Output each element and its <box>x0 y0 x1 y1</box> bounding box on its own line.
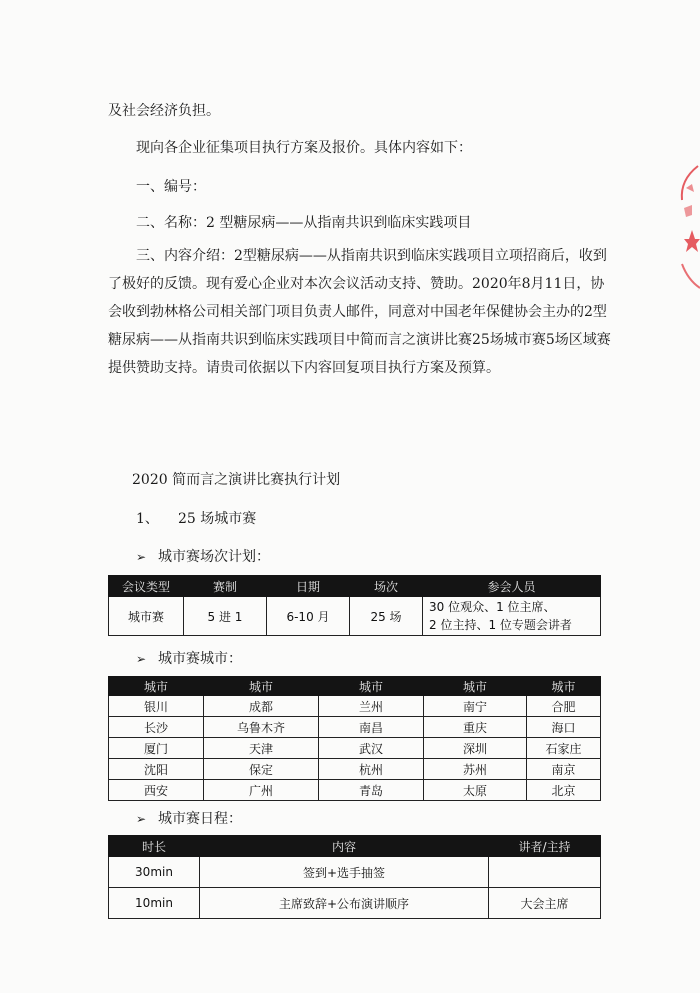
header-cell: 城市 <box>319 677 424 696</box>
bullet-agenda <box>136 808 242 828</box>
bullet-cities <box>136 648 242 668</box>
table-cell: 5 进 1 <box>184 597 267 636</box>
table-cell: 苏州 <box>424 759 527 780</box>
agenda-table <box>108 835 601 919</box>
header-cell: 讲者/主持 <box>489 836 601 857</box>
paragraph-intro: 现向各企业征集项目执行方案及报价。具体内容如下： <box>136 140 472 156</box>
table-cell: 厦门 <box>109 738 204 759</box>
header-cell: 时长 <box>109 836 200 857</box>
header-cell: 日期 <box>267 576 350 597</box>
table-cell: 南京 <box>527 759 601 780</box>
table-cell: 北京 <box>527 780 601 801</box>
table-cell: 西安 <box>109 780 204 801</box>
table-cell: 成都 <box>204 696 319 717</box>
header-cell: 城市 <box>527 677 601 696</box>
item-number: 一、编号： <box>136 179 206 195</box>
paragraph-continuation: 及社会经济负担。 <box>108 103 220 119</box>
table-header-row <box>109 677 601 696</box>
table-cell: 杭州 <box>319 759 424 780</box>
table-cell: 长沙 <box>109 717 204 738</box>
header-cell: 城市 <box>424 677 527 696</box>
arrow-bullet-icon: ➢ <box>136 550 147 564</box>
table-cell: 南昌 <box>319 717 424 738</box>
table-cell: 30min <box>109 857 200 888</box>
table-cell: 深圳 <box>424 738 527 759</box>
attendees-line: 30 位观众、1 位主席、 <box>429 600 556 614</box>
table-cell: 沈阳 <box>109 759 204 780</box>
table-row <box>109 738 601 759</box>
arrow-bullet-icon: ➢ <box>136 652 147 666</box>
attendees-line: 2 位主持、1 位专题会讲者 <box>429 618 572 632</box>
bullet-label: 城市赛场次计划： <box>158 549 270 565</box>
table-row <box>109 857 601 888</box>
bullet-label: 城市赛城市： <box>158 651 242 667</box>
header-cell: 会议类型 <box>109 576 184 597</box>
section-title: 25 场城市赛 <box>178 511 257 527</box>
table-cell: 石家庄 <box>527 738 601 759</box>
header-cell: 赛制 <box>184 576 267 597</box>
item-name: 二、名称：2 型糖尿病——从指南共识到临床实践项目 <box>136 215 472 231</box>
table-cell: 大会主席 <box>489 888 601 919</box>
table-cell: 银川 <box>109 696 204 717</box>
table-row <box>109 717 601 738</box>
table-row <box>109 696 601 717</box>
table-cell: 广州 <box>204 780 319 801</box>
bullet-schedule-plan <box>136 546 270 566</box>
table-cell: 25 场 <box>350 597 423 636</box>
table-cell: 10min <box>109 888 200 919</box>
red-seal-stamp-icon <box>672 160 700 300</box>
table-cell: 重庆 <box>424 717 527 738</box>
table-header-row <box>109 836 601 857</box>
table-cell: 天津 <box>204 738 319 759</box>
table-cell: 合肥 <box>527 696 601 717</box>
table-cell: 城市赛 <box>109 597 184 636</box>
bullet-label: 城市赛日程： <box>158 811 242 827</box>
table-cell: 太原 <box>424 780 527 801</box>
section-number: 1、 <box>136 511 159 527</box>
table-row <box>109 888 601 919</box>
table-cell: 保定 <box>204 759 319 780</box>
table-cell: 武汉 <box>319 738 424 759</box>
table-header-row <box>109 576 601 597</box>
header-cell: 城市 <box>109 677 204 696</box>
table-cell: 兰州 <box>319 696 424 717</box>
table-cell: 6-10 月 <box>267 597 350 636</box>
table-row <box>109 759 601 780</box>
table-row <box>109 597 601 636</box>
header-cell: 城市 <box>204 677 319 696</box>
table-cell <box>489 857 601 888</box>
plan-title: 2020 简而言之演讲比赛执行计划 <box>132 472 341 488</box>
header-cell: 参会人员 <box>423 576 601 597</box>
table-cell: 南宁 <box>424 696 527 717</box>
table-cell: 签到+选手抽签 <box>200 857 489 888</box>
arrow-bullet-icon: ➢ <box>136 812 147 826</box>
cities-table <box>108 676 601 801</box>
table-cell: 主席致辞+公布演讲顺序 <box>200 888 489 919</box>
table-cell: 乌鲁木齐 <box>204 717 319 738</box>
table-cell: 青岛 <box>319 780 424 801</box>
table-cell: 海口 <box>527 717 601 738</box>
item-description: 三、内容介绍：2型糖尿病——从指南共识到临床实践项目立项招商后，收到了极好的反馈。现有爱心企业对本次会议活动支持、赞助。2020年8月11日，协会收到勃林格公司相关部门项目负责人邮件，同意对中国老年保健协会主办的2型糖尿病——从指南共识到临床实践项目中简而言之演讲比赛25场城市赛5场区域赛提供赞助支持。请贵司依据以下内容回复项目执行方案及预算。 <box>108 248 611 376</box>
attendees-cell <box>423 597 601 636</box>
table-row <box>109 780 601 801</box>
header-cell: 场次 <box>350 576 423 597</box>
schedule-plan-table <box>108 575 601 636</box>
header-cell: 内容 <box>200 836 489 857</box>
